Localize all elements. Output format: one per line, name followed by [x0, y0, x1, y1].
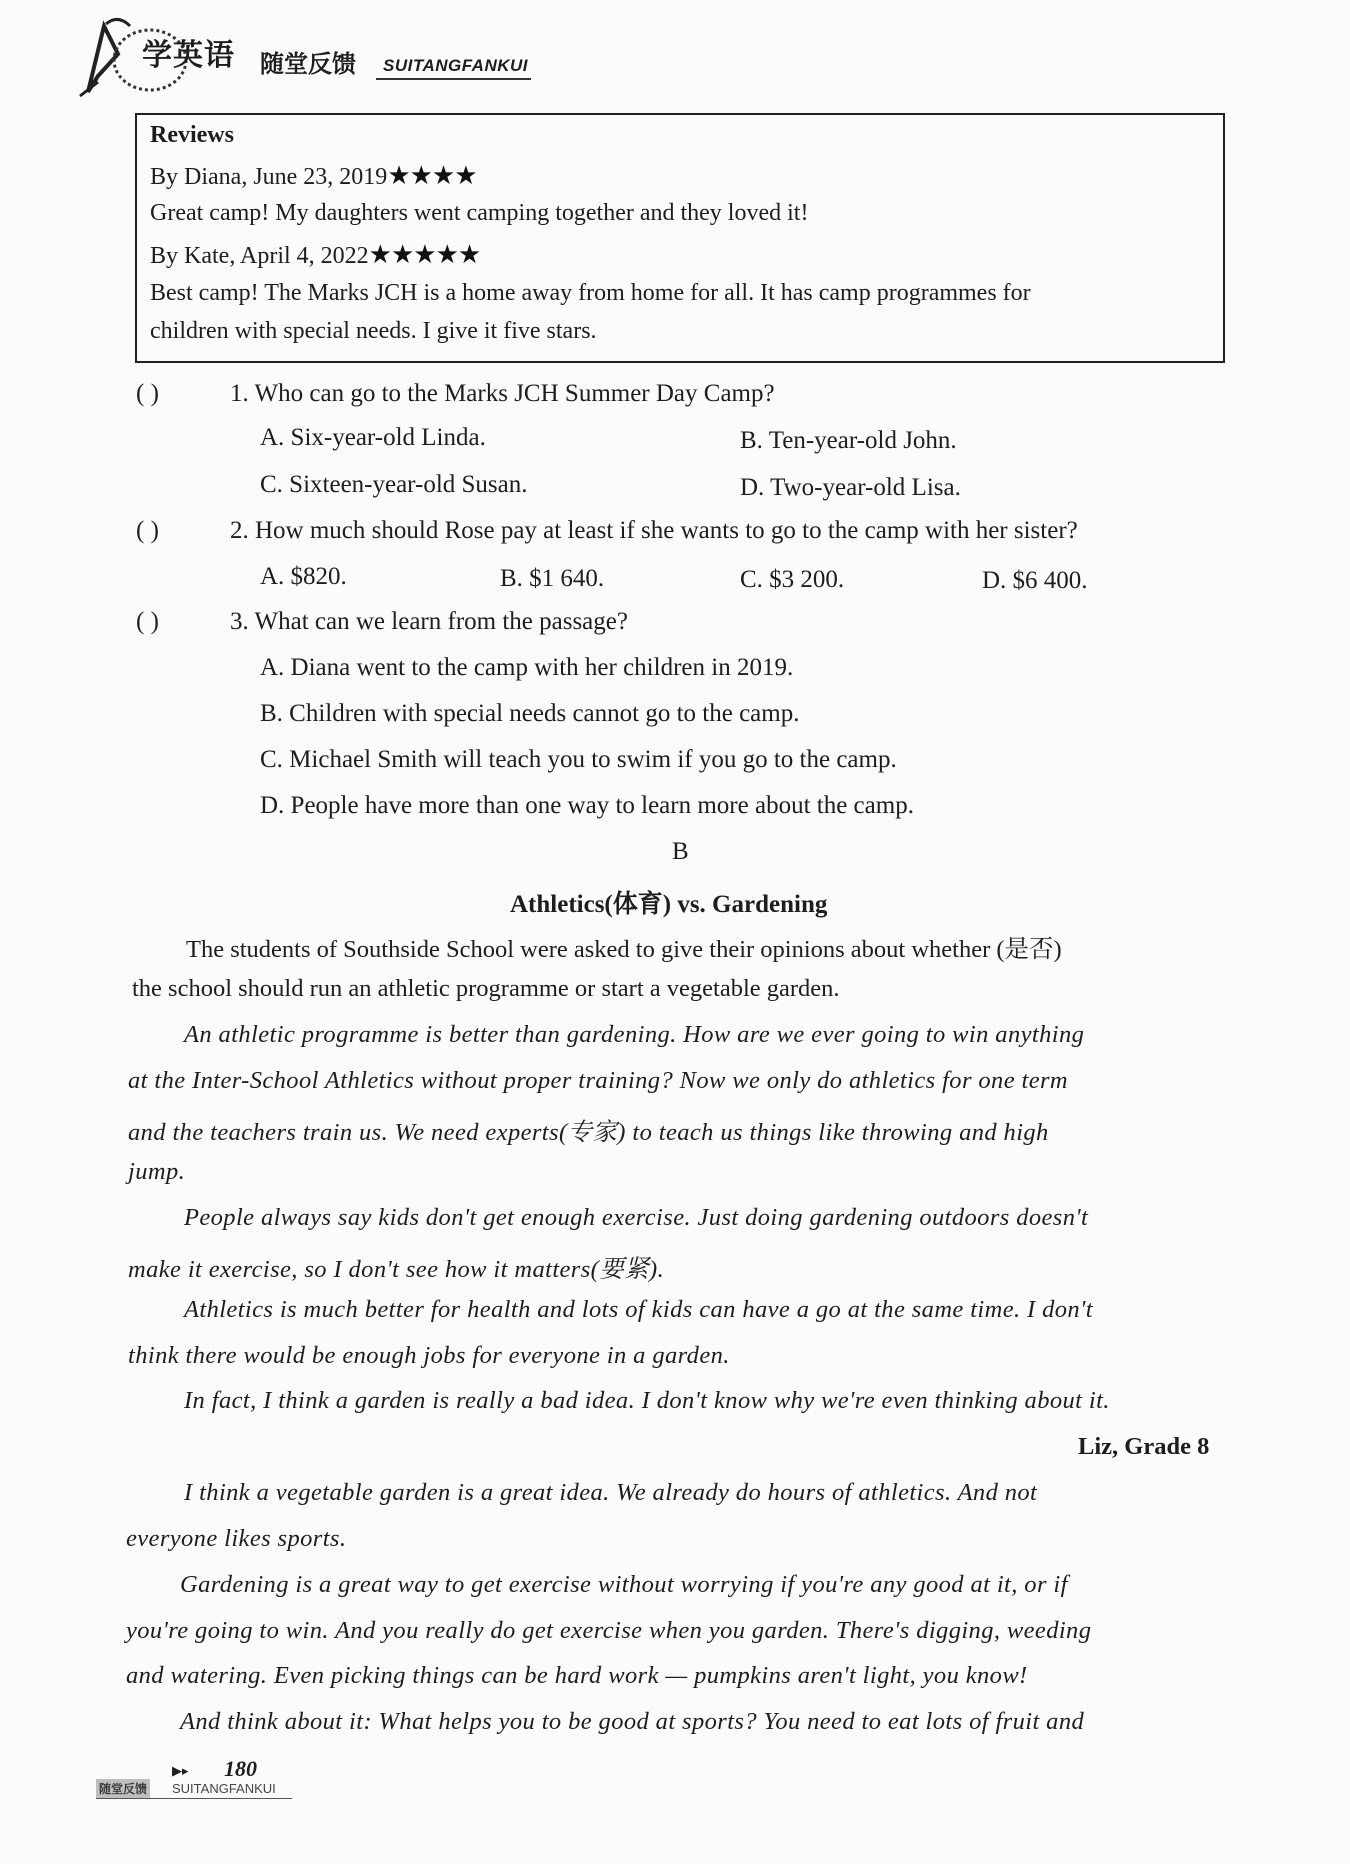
- review-1-stars: ★★★★: [387, 161, 477, 190]
- garden-p1-line-1: I think a vegetable garden is a great idea. We already do hours of athletics. And not: [184, 1479, 1038, 1506]
- garden-p3-line-1: And think about it: What helps you to be good at sports? You need to eat lots of fruit and: [180, 1708, 1085, 1735]
- page-arrow-icon: ▶▸: [172, 1763, 189, 1778]
- section-letter: B: [672, 838, 689, 865]
- q3-option-a: A. Diana went to the camp with her children in 2019.: [260, 654, 794, 681]
- liz-p1-line-4: jump.: [128, 1158, 186, 1185]
- q2-option-b: B. $1 640.: [500, 565, 605, 592]
- question-1-stem: 1. Who can go to the Marks JCH Summer Day Camp?: [230, 380, 775, 407]
- q1-option-c: C. Sixteen-year-old Susan.: [260, 471, 528, 498]
- review-1-author: By Diana, June 23, 2019: [150, 164, 388, 190]
- q2-option-a: A. $820.: [260, 563, 347, 590]
- q1-option-a: A. Six-year-old Linda.: [260, 424, 486, 451]
- answer-blank-3[interactable]: ( ): [136, 608, 159, 635]
- brand-title: 学英语: [142, 39, 235, 72]
- footer-latin: SUITANGFANKUI: [172, 1781, 276, 1796]
- passage-title: Athletics(体育) vs. Gardening: [510, 891, 828, 918]
- liz-p4-line-1: In fact, I think a garden is really a bad idea. I don't know why we're even thinking about it.: [184, 1387, 1110, 1414]
- liz-signature: Liz, Grade 8: [1078, 1433, 1210, 1460]
- footer-rule: [96, 1798, 292, 1799]
- q3-option-c: C. Michael Smith will teach you to swim if you go to the camp.: [260, 746, 897, 773]
- brand-subtitle: 随堂反馈: [260, 51, 356, 78]
- review-2-text-line-1: Best camp! The Marks JCH is a home away from home for all. It has camp programmes for: [150, 280, 1031, 306]
- footer-label: 随堂反馈: [96, 1779, 150, 1798]
- page-number: 180: [224, 1756, 257, 1781]
- garden-p2-line-3: and watering. Even picking things can be hard work — pumpkins aren't light, you know!: [126, 1662, 1028, 1689]
- reviews-heading: Reviews: [150, 122, 234, 148]
- review-2-author: By Kate, April 4, 2022: [150, 243, 369, 269]
- header-rule: [376, 78, 531, 80]
- review-2-text-line-2: children with special needs. I give it five stars.: [150, 318, 597, 344]
- review-2-stars: ★★★★★: [368, 240, 481, 269]
- liz-p2-line-2: make it exercise, so I don't see how it matters(要紧).: [128, 1256, 665, 1283]
- liz-p1-line-1: An athletic programme is better than gardening. How are we ever going to win anything: [184, 1021, 1085, 1048]
- answer-blank-2[interactable]: ( ): [136, 517, 159, 544]
- liz-p3-line-2: think there would be enough jobs for everyone in a garden.: [128, 1342, 730, 1369]
- answer-blank-1[interactable]: ( ): [136, 380, 159, 407]
- q3-option-d: D. People have more than one way to learn more about the camp.: [260, 792, 914, 819]
- liz-p2-line-1: People always say kids don't get enough exercise. Just doing gardening outdoors doesn't: [184, 1204, 1089, 1231]
- q2-option-c: C. $3 200.: [740, 566, 845, 593]
- liz-p3-line-1: Athletics is much better for health and lots of kids can have a go at the same time. I don't: [184, 1296, 1093, 1323]
- review-2-byline: [150, 240, 480, 270]
- q3-option-b: B. Children with special needs cannot go to the camp.: [260, 700, 800, 727]
- question-2-stem: 2. How much should Rose pay at least if she wants to go to the camp with her sister?: [230, 517, 1078, 544]
- liz-p1-line-2: at the Inter-School Athletics without proper training? Now we only do athletics for one term: [128, 1067, 1069, 1094]
- q1-option-d: D. Two-year-old Lisa.: [740, 474, 961, 501]
- garden-p2-line-2: you're going to win. And you really do get exercise when you garden. There's digging, weeding: [126, 1617, 1092, 1644]
- intro-line-2: the school should run an athletic programme or start a vegetable garden.: [132, 975, 840, 1002]
- question-3-stem: 3. What can we learn from the passage?: [230, 608, 628, 635]
- q1-option-b: B. Ten-year-old John.: [740, 427, 957, 454]
- garden-p2-line-1: Gardening is a great way to get exercise without worrying if you're any good at it, or if: [180, 1571, 1068, 1598]
- q2-option-d: D. $6 400.: [982, 567, 1088, 594]
- intro-line-1: The students of Southside School were asked to give their opinions about whether (是否): [186, 936, 1062, 963]
- brand-latin: SUITANGFANKUI: [383, 56, 529, 75]
- review-1-byline: [150, 161, 477, 191]
- garden-p1-line-2: everyone likes sports.: [126, 1525, 347, 1552]
- liz-p1-line-3: and the teachers train us. We need experts(专家) to teach us things like throwing and high: [128, 1119, 1049, 1146]
- review-1-text: Great camp! My daughters went camping together and they loved it!: [150, 200, 809, 226]
